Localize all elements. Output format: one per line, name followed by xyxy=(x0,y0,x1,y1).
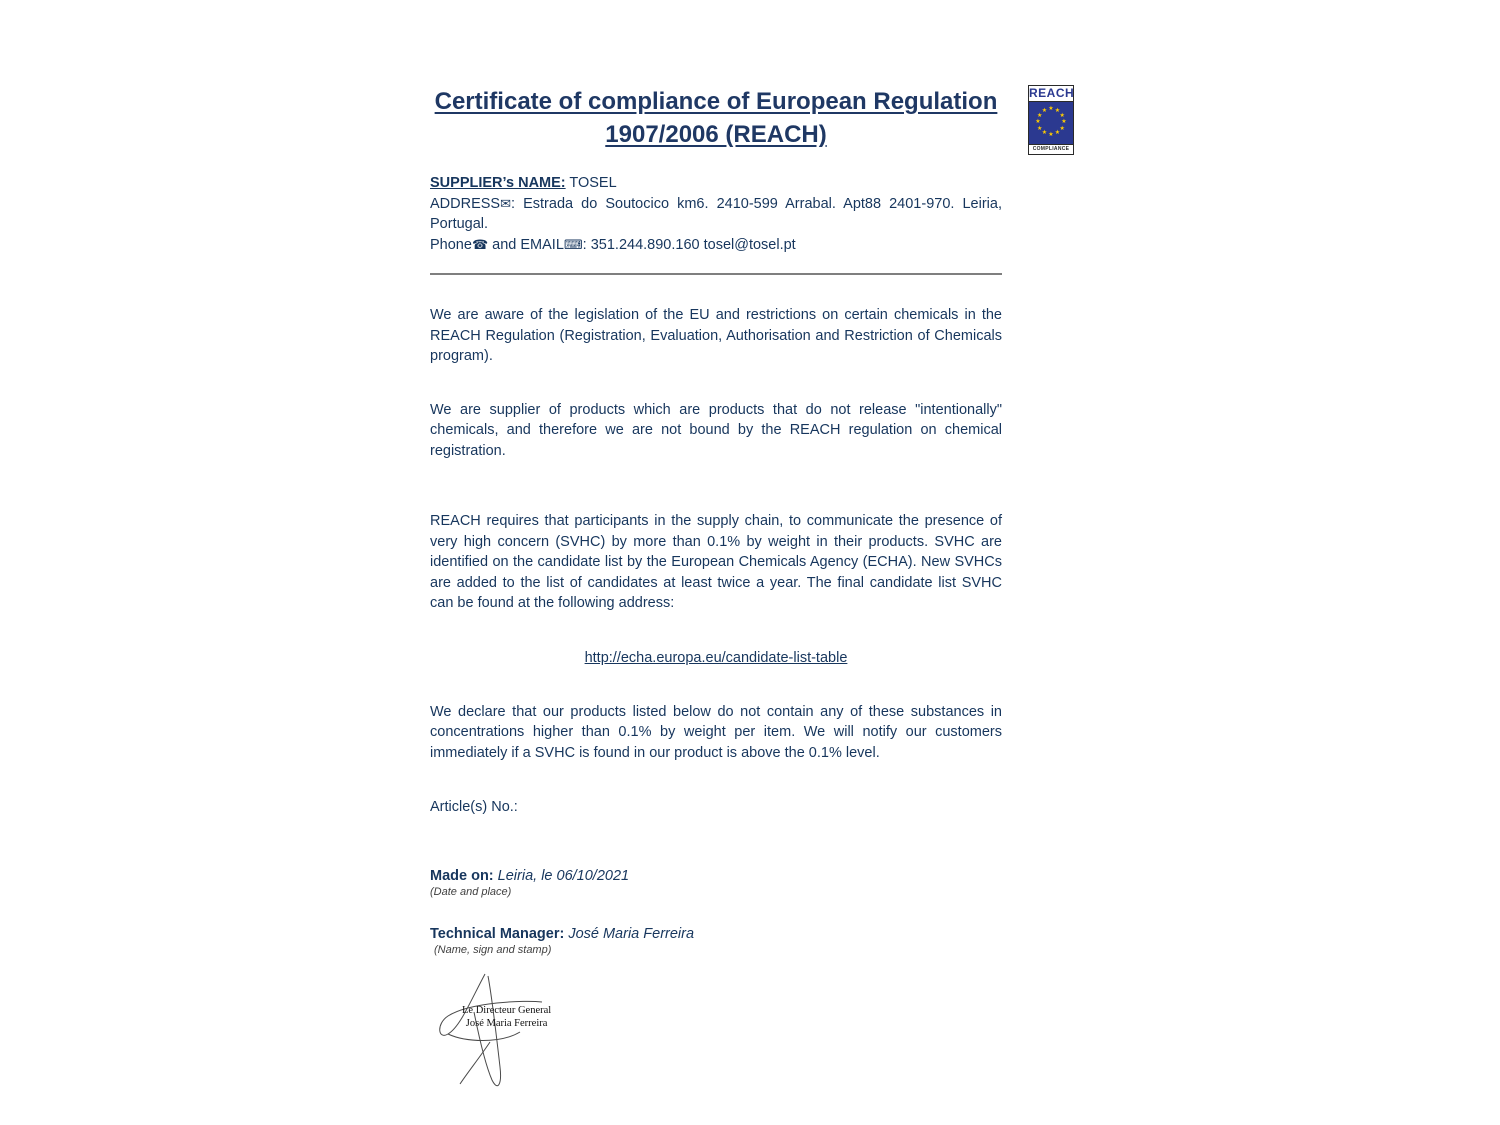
signature-name: José Maria Ferreira xyxy=(465,1018,548,1029)
header-divider xyxy=(430,273,1002,275)
eu-star-icon: ★ xyxy=(1041,130,1048,137)
technical-manager-value: José Maria Ferreira xyxy=(564,926,695,942)
reach-logo-compliance-label: COMPLIANCE xyxy=(1028,145,1074,155)
email-label: and EMAIL xyxy=(488,236,564,253)
technical-manager-label: Technical Manager: xyxy=(430,926,565,942)
document-title-line2: 1907/2006 (REACH) xyxy=(605,121,827,148)
reach-logo-title: REACH xyxy=(1029,86,1075,100)
address-label: ADDRESS xyxy=(430,195,501,212)
made-on-label: Made on: xyxy=(430,868,494,884)
eu-star-icon: ★ xyxy=(1059,125,1065,132)
document-title xyxy=(430,85,1002,151)
signature-stamp-text xyxy=(462,1004,551,1030)
technical-manager-line xyxy=(430,926,1002,942)
eu-star-icon: ★ xyxy=(1037,112,1043,119)
eu-star-icon: ★ xyxy=(1048,106,1054,112)
phone-email-value: : 351.244.890.160 tosel@tosel.pt xyxy=(582,236,796,253)
eu-star-icon: ★ xyxy=(1054,130,1061,137)
candidate-list-link-row xyxy=(430,650,1002,666)
eu-flag-icon xyxy=(1028,101,1074,145)
eu-star-icon: ★ xyxy=(1059,112,1065,119)
date-place-note: (Date and place) xyxy=(430,886,512,898)
made-on-line xyxy=(430,868,1002,884)
phone-label: Phone xyxy=(430,236,472,253)
paragraph-awareness: We are aware of the legislation of the EU and restrictions on certain chemicals in the REACH Regulation (Registration, Evaluation, Authorisation and Restriction of Chemicals program). xyxy=(430,307,1002,364)
computer-icon: ⌨ xyxy=(563,236,583,252)
phone-email-line xyxy=(430,235,1002,256)
name-sign-stamp-note: (Name, sign and stamp) xyxy=(434,944,552,956)
supplier-name-value: TOSEL xyxy=(565,175,617,191)
eu-star-icon: ★ xyxy=(1041,107,1048,114)
paragraph-supplier-statement: We are supplier of products which are products that do not release "intentionally" chemicals, and therefore we are not bound by the REACH regulation on chemical registration. xyxy=(430,401,1002,459)
signature-area xyxy=(430,972,1002,1102)
signature-scribble-icon xyxy=(430,972,590,1102)
envelope-icon: ✉ xyxy=(500,195,512,211)
eu-star-icon: ★ xyxy=(1048,132,1054,138)
made-on-value: Leiria, le 06/10/2021 xyxy=(493,868,630,884)
eu-star-icon: ★ xyxy=(1037,125,1043,132)
paragraph-declaration: We declare that our products listed below do not contain any of these substances in concentrations higher than 0.1% by weight per item. We will notify our customers immediately if a SVHC is found in our product is above the 0.1% level. xyxy=(430,703,1002,761)
paragraph-reach-requirements: REACH requires that participants in the supply chain, to communicate the presence of very high concern (SVHC) by more than 0.1% by weight in their products. SVHC are identified on the candidate list by the European Chemicals Agency (ECHA). New SVHCs are added to the list of candidates at least twice a year. The final candidate list SVHC can be found at the following address: xyxy=(430,513,1002,611)
eu-star-icon: ★ xyxy=(1061,119,1067,125)
phone-icon: ☎ xyxy=(471,236,489,252)
signature-title: Le Directeur General xyxy=(462,1005,552,1016)
address-line xyxy=(430,194,1002,235)
address-value: : Estrada do Soutocico km6. 2410-599 Arrabal. Apt88 2401-970. Leiria, Portugal. xyxy=(430,195,1002,232)
supplier-name-label: SUPPLIER’s NAME: xyxy=(430,175,566,191)
candidate-list-link[interactable]: http://echa.europa.eu/candidate-list-table xyxy=(584,649,848,666)
supplier-info-block xyxy=(430,173,1002,255)
eu-star-icon: ★ xyxy=(1054,107,1061,114)
document-body xyxy=(430,85,1002,1102)
supplier-name-line xyxy=(430,173,1002,194)
articles-no-label: Article(s) No.: xyxy=(430,799,518,815)
document-title-line1: Certificate of compliance of European Regulation xyxy=(434,88,998,115)
eu-star-icon: ★ xyxy=(1035,119,1041,125)
reach-compliance-logo xyxy=(1028,85,1074,155)
